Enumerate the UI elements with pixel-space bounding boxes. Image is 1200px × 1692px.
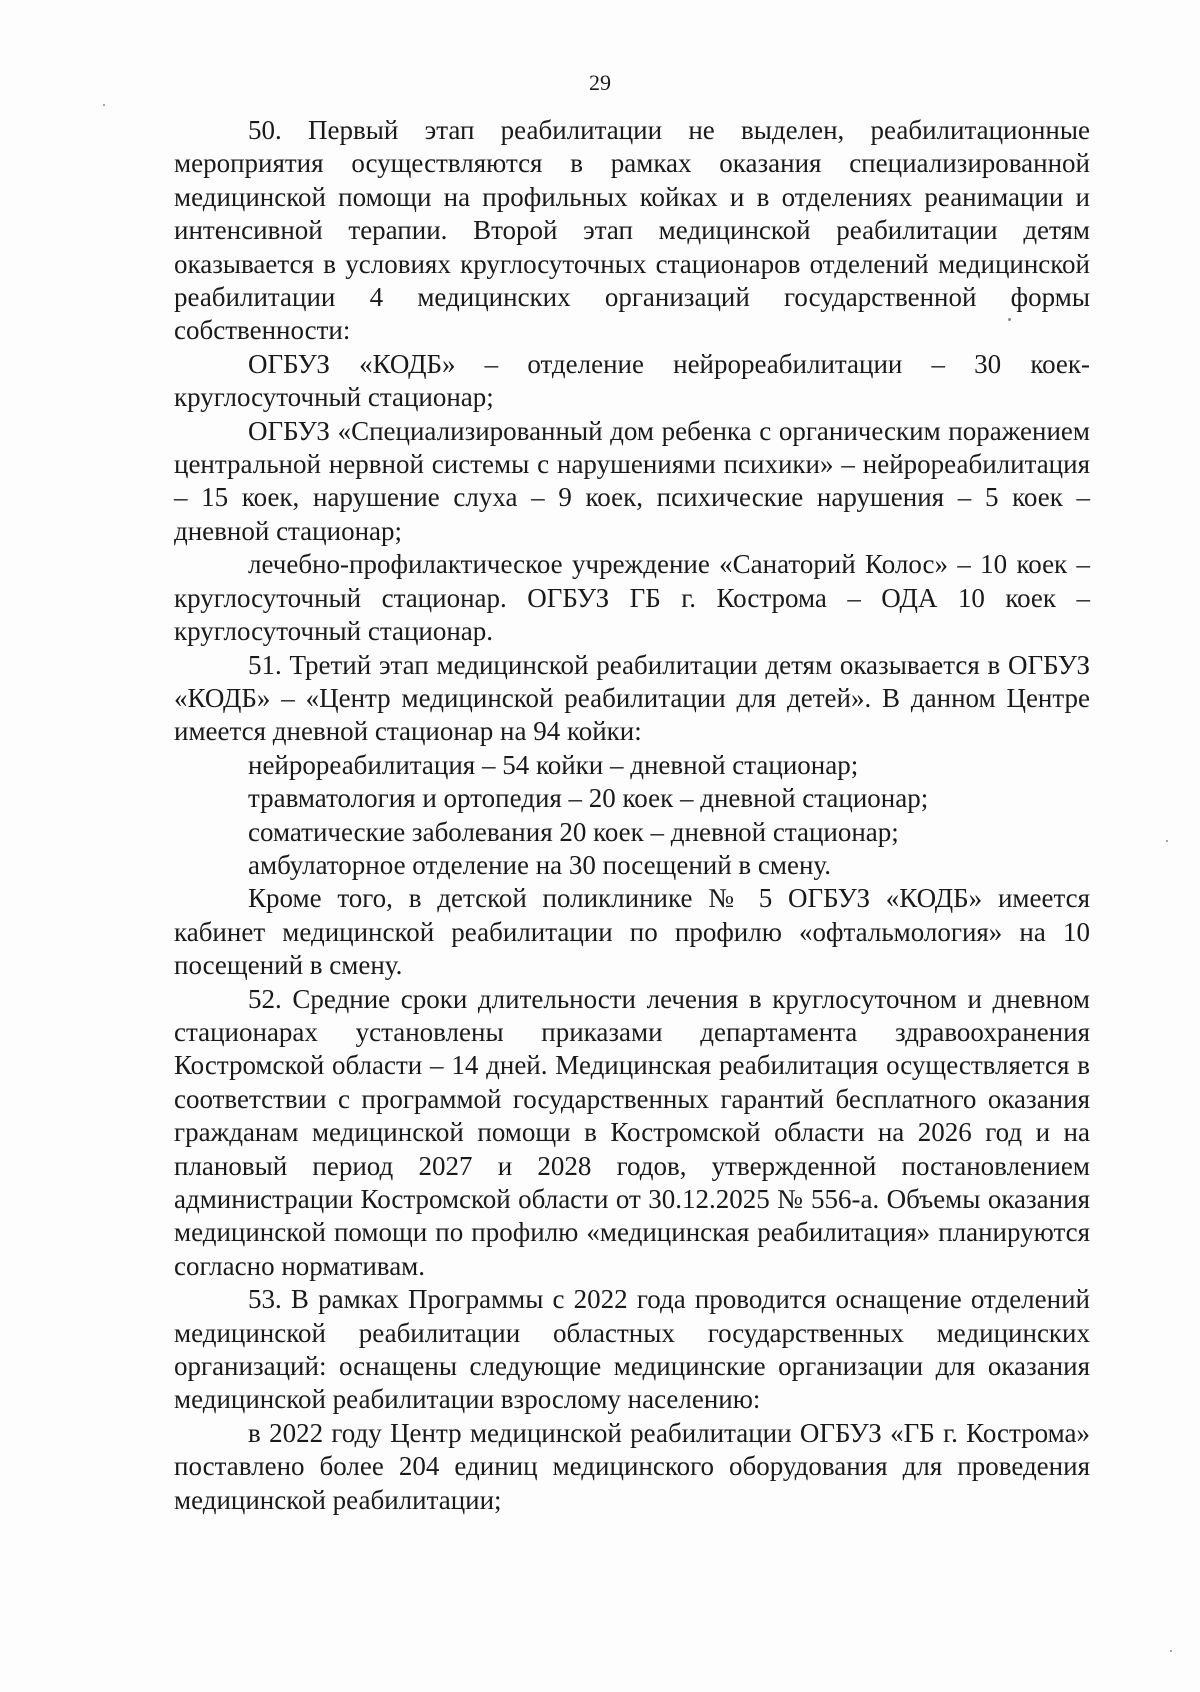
paragraph-50-item-kodb: ОГБУЗ «КОДБ» – отделение нейрореабилитации – 30 коек-круглосуточный стационар; [174,348,1090,413]
paragraph-51-item-trauma: травматология и ортопедия – 20 коек – дневной стационар; [248,783,929,814]
scan-speck [1166,840,1168,842]
paragraph-50-item-dom-rebenka: ОГБУЗ «Специализированный дом ребенка с органическим поражением центральной нервной системы с нарушениями психики» – нейрореабилитация – 15 коек, нарушение слуха – 9 коек, психические нарушения – 5 коек – дневной стационар; [174,415,1090,546]
paragraph-51: 51. Третий этап медицинской реабилитации детям оказывается в ОГБУЗ «КОДБ» – «Центр медицинской реабилитации для детей». В данном Центре имеется дневной стационар на 94 койки: [174,649,1090,747]
scan-speck [1008,318,1011,321]
page-number: 29 [589,70,611,95]
paragraph-50: 50. Первый этап реабилитации не выделен, реабилитационные мероприятия осуществляются в рамках оказания специализированной медицинской помощи на профильных койках и в отделениях реанимации и интенсивной терапии. Второй этап медицинской реабилитации детям оказывается в условиях круглосуточных стационаров отделений медицинской реабилитации 4 медицинских организаций государственной формы собственности: [174,115,1090,346]
paragraph-53: 53. В рамках Программы с 2022 года проводится оснащение отделений медицинской реабилитации областных государственных медицинских организаций: оснащены следующие медицинские организации для оказания медицинской реабилитации взрослому населению: [174,1284,1090,1415]
paragraph-53-item-2022: в 2022 году Центр медицинской реабилитации ОГБУЗ «ГБ г. Кострома» поставлено более 204 единиц медицинского оборудования для проведения медицинской реабилитации; [174,1417,1090,1515]
paragraph-50-item-sanatoriy: лечебно-профилактическое учреждение «Санаторий Колос» – 10 коек – круглосуточный стационар. ОГБУЗ ГБ г. Кострома – ОДА 10 коек – круглосуточный стационар. [174,549,1090,647]
paragraph-51-item-outpatient: амбулаторное отделение на 30 посещений в смену. [248,849,831,880]
paragraph-51-polyclinic: Кроме того, в детской поликлинике № 5 ОГБУЗ «КОДБ» имеется кабинет медицинской реабилитации по профилю «офтальмология» на 10 посещений в смену. [174,883,1090,981]
scan-speck [103,104,105,106]
paragraph-52: 52. Средние сроки длительности лечения в круглосуточном и дневном стационарах установлены приказами департамента здравоохранения Костромской области – 14 дней. Медицинская реабилитация осуществляется в соответствии с программой государственных гарантий бесплатного оказания гражданам медицинской помощи в Костромской области на 2026 год и на плановый период 2027 и 2028 годов, утвержденной постановлением администрации Костромской области от 30.12.2025 № 556-а. Объемы оказания медицинской помощи по профилю «медицинская реабилитация» планируются согласно нормативам. [174,983,1090,1281]
scan-speck [1170,1650,1172,1652]
paragraph-51-item-somatic: соматические заболевания 20 коек – дневной стационар; [248,816,899,847]
paragraph-51-item-neuro: нейрореабилитация – 54 койки – дневной стационар; [248,749,859,780]
document-body [174,114,1090,1517]
